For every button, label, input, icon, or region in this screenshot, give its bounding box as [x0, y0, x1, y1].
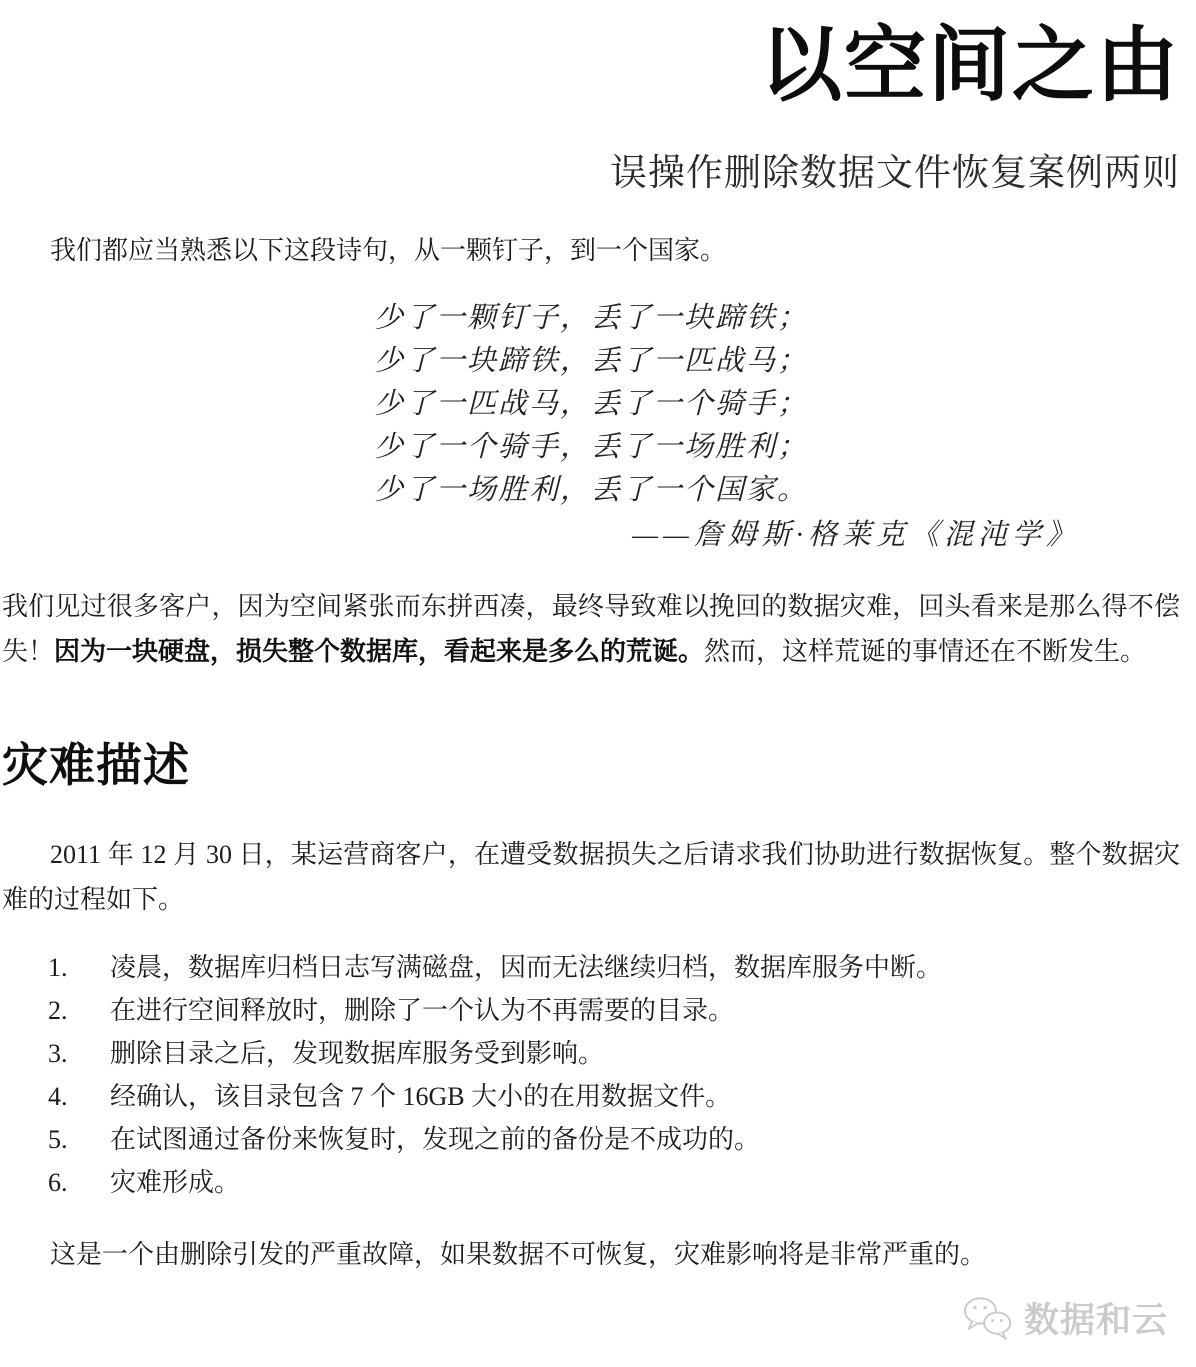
poem-line: 少了一个骑手，丢了一场胜利； — [373, 431, 808, 464]
commentary-paragraph — [2, 584, 1180, 674]
list-item-text: 凌晨，数据库归档日志写满磁盘，因而无法继续归档，数据库服务中断。 — [110, 952, 943, 982]
list-item-number: 3. — [48, 1038, 68, 1068]
poem-line: 少了一颗钉子，丢了一块蹄铁； — [373, 302, 808, 335]
list-item-number: 6. — [48, 1167, 68, 1197]
list-item — [2, 1032, 1180, 1075]
intro-paragraph: 我们都应当熟悉以下这段诗句，从一颗钉子，到一个国家。 — [50, 236, 727, 266]
list-item-number: 2. — [48, 995, 68, 1025]
page-title: 以空间之由 — [759, 20, 1180, 111]
list-item — [2, 946, 1180, 989]
commentary-bold-segment: 因为一块硬盘，损失整个数据库，看起来是多么的荒诞。 — [54, 636, 705, 667]
watermark-label: 数据和云 — [1023, 1300, 1168, 1340]
poem-block — [2, 297, 1180, 558]
disaster-steps-list — [2, 946, 1180, 1204]
list-item — [2, 1075, 1180, 1118]
commentary-normal-start: 我们见过很多客户，因为空间紧张而东拼西凑，最终导致难以挽回的数据灾难，回头看来是那么得不偿失！ — [2, 592, 1180, 667]
poem-attribution: ——詹姆斯·格莱克《混沌学》 — [632, 519, 1080, 552]
section-heading-disaster-description: 灾难描述 — [2, 739, 190, 792]
list-item — [2, 1118, 1180, 1161]
closing-paragraph: 这是一个由删除引发的严重故障，如果数据不可恢复，灾难影响将是非常严重的。 — [50, 1239, 987, 1269]
list-item — [2, 989, 1180, 1032]
list-item-text: 在进行空间释放时，删除了一个认为不再需要的目录。 — [110, 995, 735, 1025]
document-header — [2, 20, 1180, 194]
commentary-normal-end: 然而，这样荒诞的事情还在不断发生。 — [704, 637, 1147, 667]
poem-line: 少了一场胜利，丢了一个国家。 — [373, 474, 808, 507]
list-item-number: 5. — [48, 1124, 68, 1154]
list-item-number: 1. — [48, 952, 68, 982]
list-item-text: 灾难形成。 — [110, 1167, 241, 1197]
poem-line: 少了一块蹄铁，丢了一匹战马； — [373, 345, 808, 378]
list-item-text: 经确认，该目录包含 7 个 16GB 大小的在用数据文件。 — [110, 1081, 732, 1111]
poem-line: 少了一匹战马，丢了一个骑手； — [373, 388, 808, 421]
list-item-text: 删除目录之后，发现数据库服务受到影响。 — [110, 1038, 605, 1068]
watermark-logo — [962, 1293, 1168, 1343]
list-item-text: 在试图通过备份来恢复时，发现之前的备份是不成功的。 — [110, 1124, 761, 1154]
list-item — [2, 1161, 1180, 1204]
section-intro-paragraph: 2011 年 12 月 30 日，某运营商客户，在遭受数据损失之后请求我们协助进行数据恢复。整个数据灾难的过程如下。 — [2, 839, 1180, 914]
page-subtitle: 误操作删除数据文件恢复案例两则 — [610, 151, 1180, 193]
wechat-icon — [962, 1295, 1014, 1341]
list-item-number: 4. — [48, 1081, 68, 1111]
